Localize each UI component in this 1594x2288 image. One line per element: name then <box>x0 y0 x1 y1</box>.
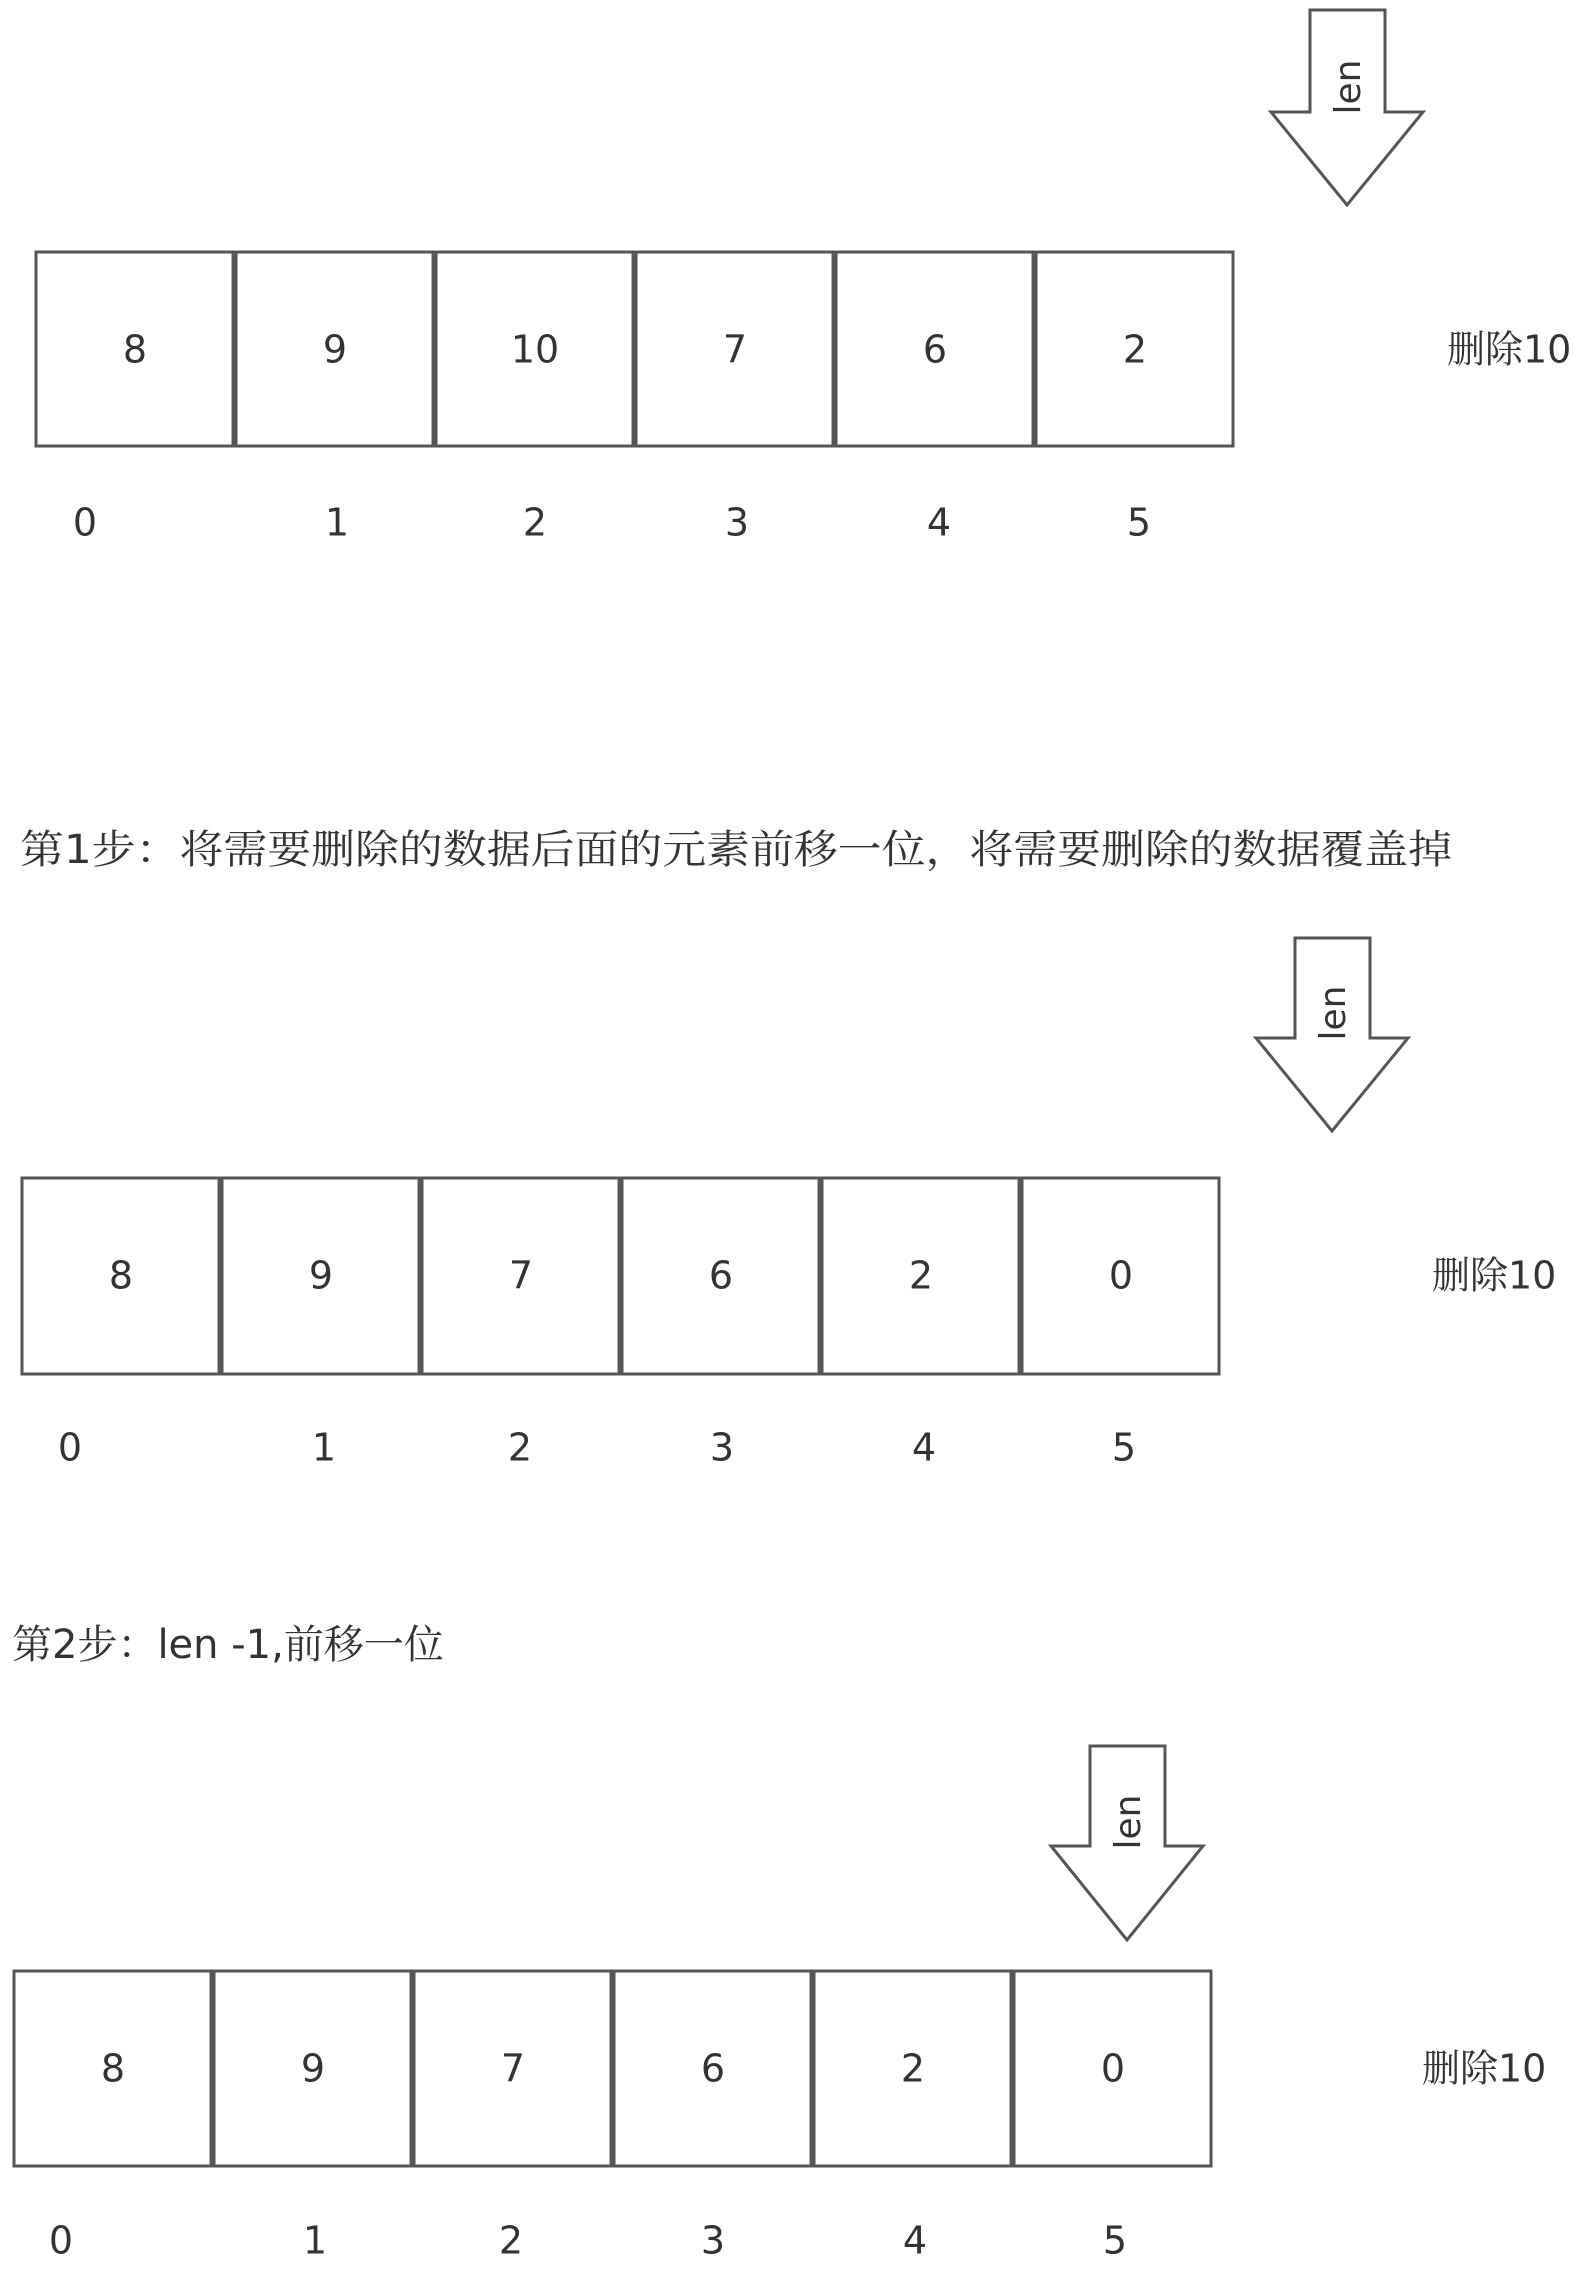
cell-value: 8 <box>108 1253 134 1298</box>
array-row <box>22 1178 1219 1374</box>
step-1-caption: 第1步：将需要删除的数据后面的元素前移一位，将需要删除的数据覆盖掉 <box>20 827 1453 873</box>
index-label: 1 <box>302 2218 328 2263</box>
cell-value: 6 <box>708 1253 734 1298</box>
step-2-caption: 第2步：len -1,前移一位 <box>12 1622 444 1668</box>
index-label: 3 <box>700 2218 726 2263</box>
index-label: 1 <box>311 1425 337 1470</box>
len-arrow <box>1256 938 1408 1131</box>
index-label: 0 <box>72 500 98 545</box>
cell-value: 9 <box>308 1253 334 1298</box>
index-label: 0 <box>57 1425 83 1470</box>
cell-value: 7 <box>722 327 748 372</box>
state-1 <box>36 10 1571 545</box>
array-row <box>36 252 1233 446</box>
cell-value: 7 <box>500 2046 526 2091</box>
len-arrow <box>1271 10 1423 205</box>
cell-value: 2 <box>908 1253 934 1298</box>
array-row <box>14 1971 1211 2166</box>
cell-value: 2 <box>1122 327 1148 372</box>
cell-value: 6 <box>922 327 948 372</box>
index-label: 1 <box>324 500 350 545</box>
index-row <box>73 501 1151 545</box>
side-label: 删除10 <box>1432 1253 1557 1298</box>
side-label: 删除10 <box>1422 2046 1547 2091</box>
state-3 <box>14 1746 1546 2263</box>
cell-value: 7 <box>508 1253 534 1298</box>
index-row <box>58 1426 1136 1470</box>
cell-value: 8 <box>100 2046 126 2091</box>
len-arrow-label: len <box>1313 985 1354 1041</box>
index-label: 3 <box>724 500 750 545</box>
index-label: 3 <box>709 1425 735 1470</box>
state-2 <box>22 938 1556 1470</box>
len-arrow-label: len <box>1328 59 1369 115</box>
cell-value: 9 <box>300 2046 326 2091</box>
cell-value: 10 <box>510 327 560 372</box>
index-label: 5 <box>1126 500 1152 545</box>
index-label: 4 <box>926 500 952 545</box>
index-label: 2 <box>498 2218 524 2263</box>
index-row <box>49 2219 1127 2263</box>
index-label: 4 <box>902 2218 928 2263</box>
cell-value: 9 <box>322 327 348 372</box>
cell-value: 6 <box>700 2046 726 2091</box>
cell-value: 8 <box>122 327 148 372</box>
index-label: 2 <box>507 1425 533 1470</box>
index-label: 0 <box>48 2218 74 2263</box>
cell-value: 0 <box>1100 2046 1126 2091</box>
side-label: 删除10 <box>1447 327 1572 372</box>
cell-value: 2 <box>900 2046 926 2091</box>
index-label: 2 <box>522 500 548 545</box>
index-label: 5 <box>1111 1425 1137 1470</box>
len-arrow <box>1051 1746 1203 1940</box>
len-arrow-label: len <box>1108 1794 1149 1850</box>
cell-value: 0 <box>1108 1253 1134 1298</box>
index-label: 5 <box>1102 2218 1128 2263</box>
index-label: 4 <box>911 1425 937 1470</box>
